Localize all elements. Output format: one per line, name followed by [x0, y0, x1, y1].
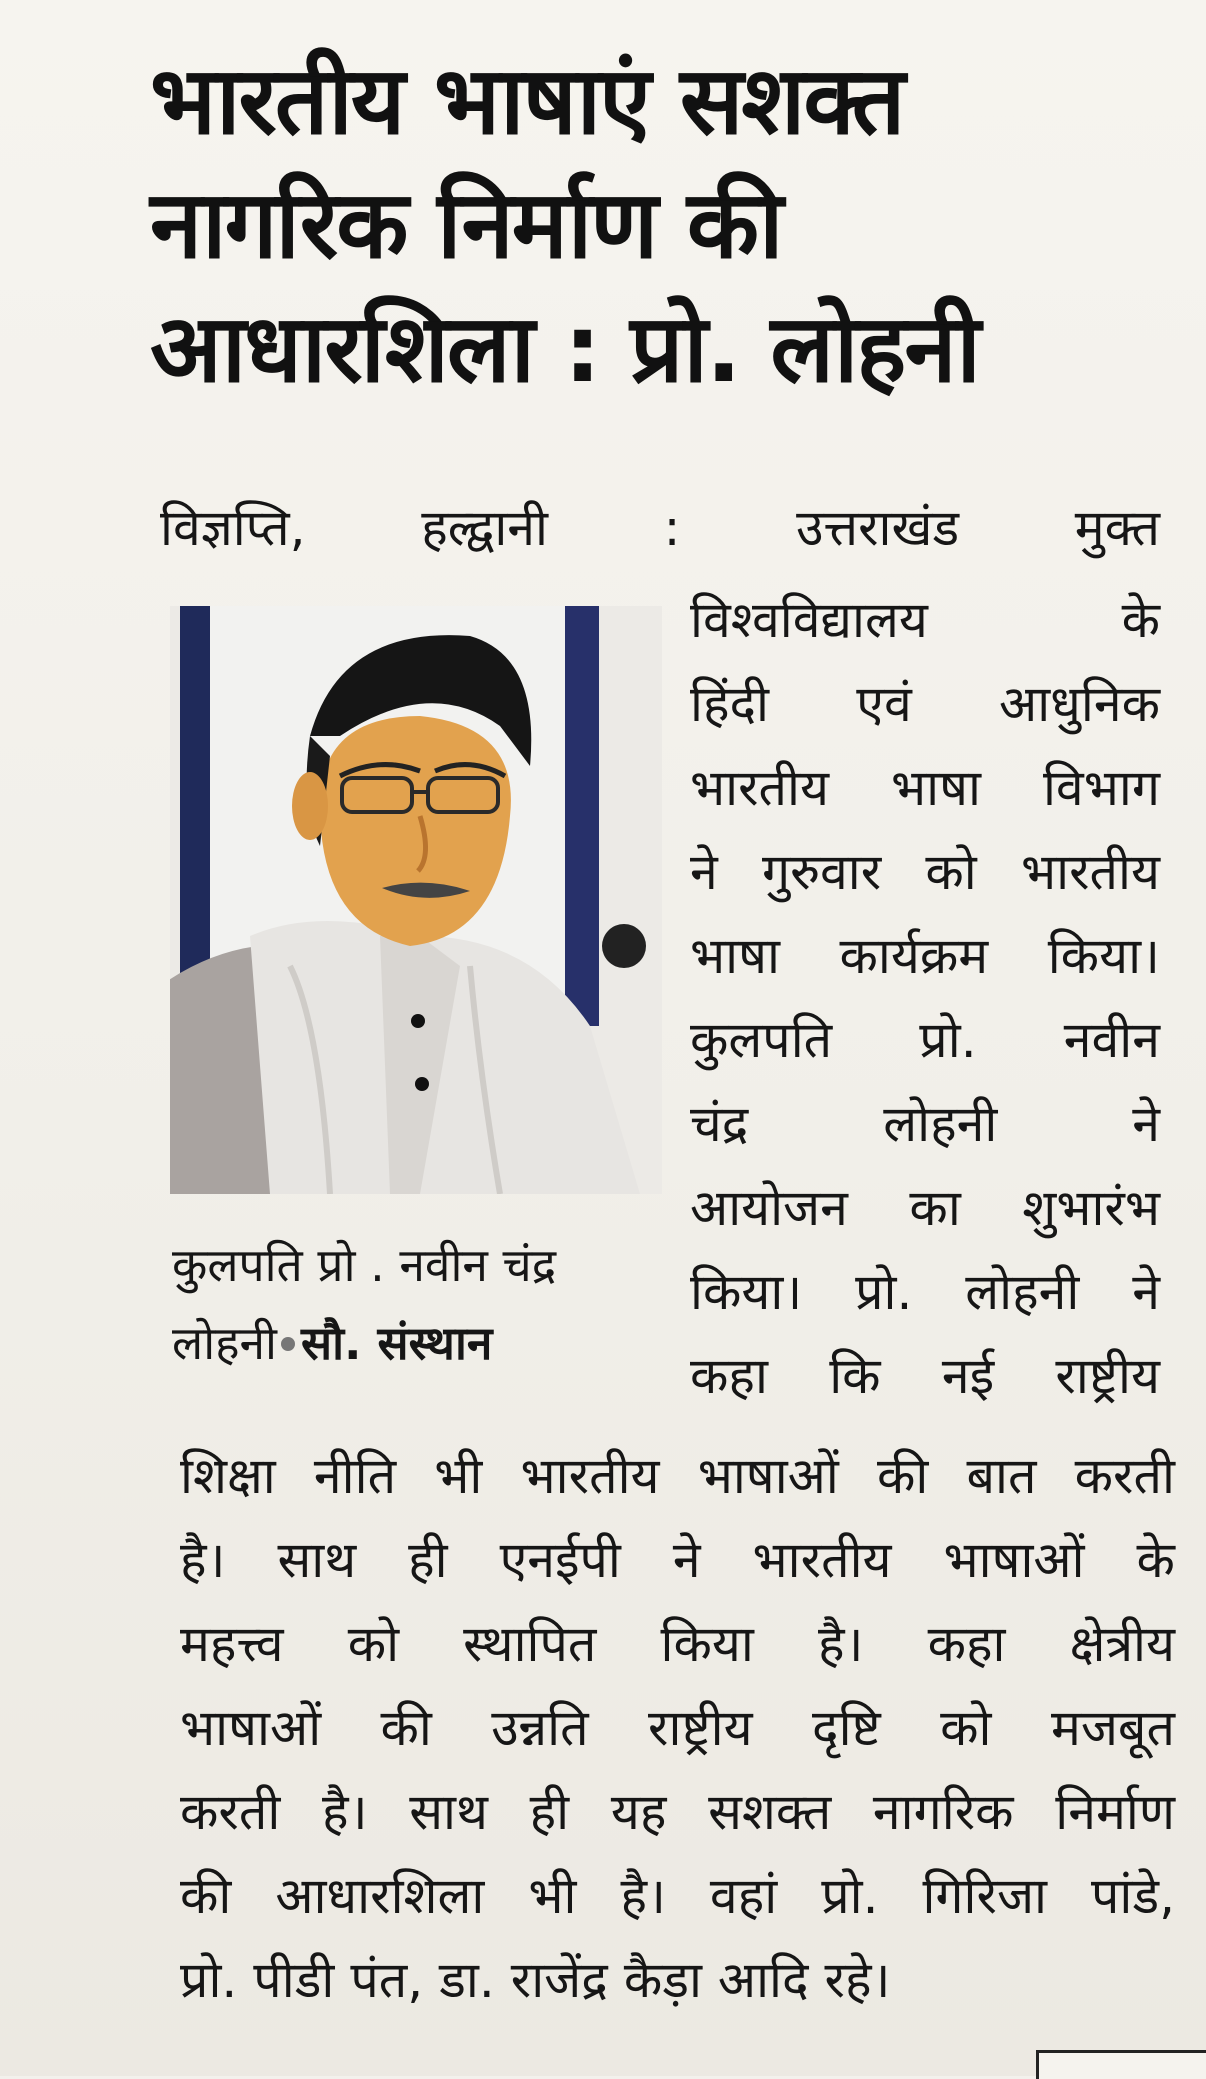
word: भाषा [891, 759, 981, 817]
text-line [180, 1938, 1175, 2022]
dateline-word: मुक्त [1074, 499, 1160, 557]
word: साथ [409, 1783, 488, 1841]
dateline-source: विज्ञप्ति, [160, 499, 306, 557]
word: किया [660, 1615, 754, 1673]
word: भाषा [690, 927, 780, 985]
word: नीति [313, 1447, 397, 1505]
text-line [690, 662, 1160, 746]
word: चंद्र [690, 1095, 749, 1153]
caption-line-2 [172, 1304, 652, 1382]
bullet-dot-icon [281, 1337, 295, 1351]
word: एनईपी [499, 1531, 621, 1589]
word: प्रो. [919, 1011, 977, 1069]
word: कुलपति [690, 1011, 833, 1069]
word: यह [610, 1783, 667, 1841]
word: के [1136, 1531, 1175, 1589]
text-line [180, 1854, 1175, 1938]
word: पंत, [350, 1951, 424, 2009]
caption-line-1: कुलपति प्रो . नवीन चंद्र [172, 1238, 557, 1292]
word: कि [829, 1347, 881, 1405]
word: हिंदी [690, 675, 769, 733]
word: राजेंद्र [510, 1951, 608, 2009]
word: करती [1074, 1447, 1175, 1505]
text-line [690, 1250, 1160, 1334]
text-line [690, 746, 1160, 830]
word: ने [690, 843, 718, 901]
word: भाषाओं [180, 1699, 322, 1757]
word: उन्नति [491, 1699, 589, 1757]
text-line [180, 1770, 1175, 1854]
text-line [690, 1334, 1160, 1418]
word: बात [966, 1447, 1037, 1505]
word: ही [529, 1783, 570, 1841]
word: कहा [690, 1347, 768, 1405]
word: गुरुवार [761, 843, 882, 901]
headline [150, 40, 1050, 412]
word: करती [180, 1783, 281, 1841]
word: स्थापित [463, 1615, 597, 1673]
word: भारतीय [690, 759, 829, 817]
word: मजबूत [1050, 1699, 1175, 1757]
word: आयोजन [690, 1179, 848, 1237]
article-body-full-width [180, 1434, 1175, 2022]
word: नई [941, 1347, 995, 1405]
word: की [380, 1699, 432, 1757]
text-line [180, 1602, 1175, 1686]
dateline-word: उत्तराखंड [796, 499, 960, 557]
text-line [180, 1434, 1175, 1518]
next-article-box-edge [1036, 2050, 1206, 2079]
word: कार्यक्रम [839, 927, 989, 985]
word: भी [434, 1447, 483, 1505]
word: वहां [709, 1867, 778, 1925]
article-body-narrow-column [690, 578, 1160, 1418]
word: पीडी [253, 1951, 335, 2009]
word: आधारशिला [275, 1867, 485, 1925]
word: है। [180, 1531, 226, 1589]
text-line [690, 998, 1160, 1082]
headline-line-1: भारतीय भाषाएं सशक्त [150, 47, 904, 156]
dateline [160, 488, 1160, 568]
photo-caption [172, 1226, 652, 1382]
word: को [347, 1615, 400, 1673]
text-line [690, 1082, 1160, 1166]
word: रहे। [824, 1951, 891, 2009]
headline-line-3: आधारशिला : प्रो. लोहनी [150, 295, 979, 404]
word: भारतीय [1020, 843, 1160, 901]
dateline-colon: : [663, 499, 681, 557]
word: ने [1132, 1095, 1160, 1153]
word: भारतीय [752, 1531, 892, 1589]
text-line [180, 1686, 1175, 1770]
word: कैड़ा [623, 1951, 702, 2009]
word: भी [528, 1867, 577, 1925]
word: एवं [856, 675, 912, 733]
dateline-place: हल्द्वानी [421, 499, 548, 557]
word: दृष्टि [812, 1699, 881, 1757]
word: गिरिजा [922, 1867, 1048, 1925]
word: महत्त्व [180, 1615, 284, 1673]
word: है। [322, 1783, 368, 1841]
word: भाषाओं [697, 1447, 839, 1505]
word: क्षेत्रीय [1069, 1615, 1175, 1673]
portrait-photo [170, 606, 662, 1194]
caption-name: लोहनी [172, 1316, 277, 1370]
word: भाषाओं [943, 1531, 1085, 1589]
word: नागरिक [872, 1783, 1014, 1841]
text-line [690, 578, 1160, 662]
word: ने [672, 1531, 701, 1589]
word: राष्ट्रीय [648, 1699, 753, 1757]
word: को [925, 843, 977, 901]
photo-credit: सौ. संस्थान [300, 1316, 493, 1370]
text-line [690, 830, 1160, 914]
word: साथ [277, 1531, 357, 1589]
headline-line-2: नागरिक निर्माण की [150, 171, 782, 280]
word: शिक्षा [180, 1447, 276, 1505]
word: शुभारंभ [1022, 1179, 1160, 1237]
word: निर्माण [1055, 1783, 1175, 1841]
word: नवीन [1063, 1011, 1160, 1069]
word: आधुनिक [999, 675, 1160, 733]
word: लोहनी [883, 1095, 998, 1153]
word: सशक्त [708, 1783, 832, 1841]
word: का [909, 1179, 961, 1237]
word: पांडे, [1090, 1867, 1175, 1925]
word: राष्ट्रीय [1055, 1347, 1160, 1405]
word: की [180, 1867, 232, 1925]
text-line [690, 914, 1160, 998]
word: विश्वविद्यालय [690, 591, 928, 649]
word: किया। [1047, 927, 1160, 985]
word: आदि [717, 1951, 809, 2009]
word: है। [620, 1867, 666, 1925]
word: भारतीय [520, 1447, 660, 1505]
word: है। [817, 1615, 864, 1673]
word: ही [408, 1531, 448, 1589]
word: प्रो. [821, 1867, 879, 1925]
word: को [940, 1699, 992, 1757]
word: डा. [439, 1951, 495, 2009]
word: के [1121, 591, 1160, 649]
word: कहा [927, 1615, 1006, 1673]
word: प्रो. [855, 1263, 913, 1321]
word: किया। [690, 1263, 803, 1321]
text-line [690, 1166, 1160, 1250]
word: विभाग [1042, 759, 1160, 817]
word: प्रो. [180, 1951, 238, 2009]
word: लोहनी [965, 1263, 1080, 1321]
word: की [876, 1447, 929, 1505]
text-line [180, 1518, 1175, 1602]
word: ने [1132, 1263, 1160, 1321]
portrait-illustration [170, 606, 662, 1194]
